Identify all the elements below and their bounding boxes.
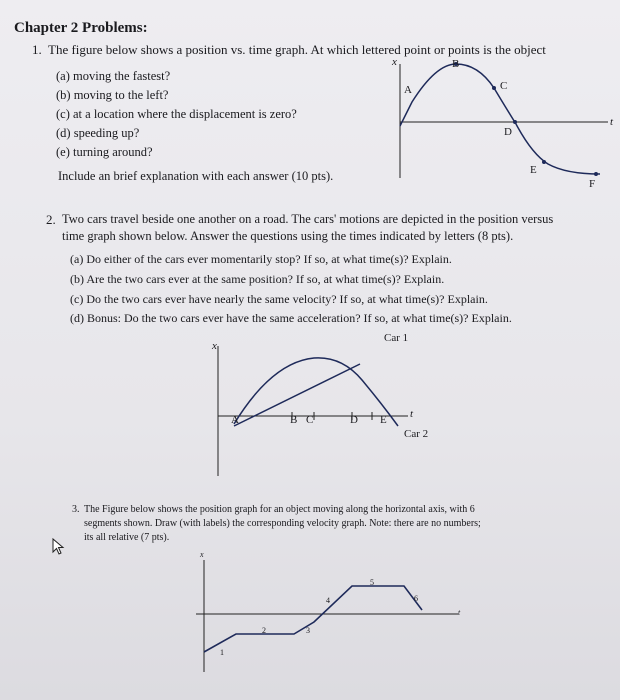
problem-2-line-1: Two cars travel beside one another on a road. The cars' motions are depicted in the position versus [62, 212, 554, 226]
graph-2-y-label: x [212, 340, 217, 352]
graph-1-label-c: C [500, 80, 508, 92]
graph-2-x-label: t [410, 408, 414, 420]
problem-2-number: 2. [46, 212, 56, 227]
problem-3-line-1: The Figure below shows the position graph for an object moving along the horizontal axis, with 6 [84, 504, 475, 515]
problem-2-item-c: (c) Do the two cars ever have nearly the same velocity? If so, at what time(s)? Explain. [70, 292, 488, 306]
graph-3-position-curve [204, 586, 422, 652]
graph-1-label-a: A [404, 84, 412, 96]
graph-2-car-2-label: Car 2 [404, 428, 429, 440]
graph-3-segment-6: 6 [414, 594, 418, 603]
graph-3-segment-5: 5 [370, 578, 374, 587]
graph-2-label-e: E [380, 414, 387, 426]
problem-1-note: Include an brief explanation with each answer (10 pts). [58, 169, 334, 183]
problem-1-item-d: (d) speeding up? [56, 126, 140, 140]
graph-1-label-d: D [504, 126, 512, 138]
graph-3-segment-1: 1 [220, 648, 224, 657]
graph-2-label-c: C [306, 414, 314, 426]
problem-1-item-c: (c) at a location where the displacement is zero? [56, 107, 297, 121]
graph-1-x-label: t [610, 116, 614, 128]
graph-2-label-a: A [231, 414, 239, 426]
graph-1-point-f [594, 172, 598, 176]
problem-1-text: The figure below shows a position vs. time graph. At which lettered point or points is the object [48, 42, 546, 57]
chapter-title: Chapter 2 Problems: [14, 20, 148, 36]
graph-2-label-d: D [350, 414, 358, 426]
problem-3-number: 3. [72, 504, 80, 515]
problem-3-line-2: segments shown. Draw (with labels) the corresponding velocity graph. Note: there are no numbers; [84, 518, 481, 529]
graph-3-segment-4: 4 [326, 596, 330, 605]
problem-1-number: 1. [32, 42, 42, 57]
graph-3-y-label: x [200, 550, 204, 559]
graph-2-car-1-label: Car 1 [384, 332, 409, 344]
graph-1-label-f: F [589, 178, 596, 190]
graph-1-label-b: B [452, 58, 460, 70]
problem-3-line-3: its all relative (7 pts). [84, 532, 170, 543]
graph-1-point-c [492, 86, 496, 90]
graph-1-point-e [542, 160, 546, 164]
graph-1-label-e: E [530, 164, 537, 176]
problem-2-item-a: (a) Do either of the cars ever momentarily stop? If so, at what time(s)? Explain. [70, 252, 452, 266]
problem-2-item-b: (b) Are the two cars ever at the same position? If so, at what time(s)? Explain. [70, 272, 445, 286]
graph-1-y-label: x [392, 56, 397, 68]
graph-3-segment-2: 2 [262, 626, 266, 635]
problem-1-item-a: (a) moving the fastest? [56, 69, 171, 83]
problem-3-graph [196, 556, 466, 676]
graph-2-label-b: B [290, 414, 298, 426]
graph-1-point-d [513, 120, 517, 124]
problem-2-line-2: time graph shown below. Answer the questions using the times indicated by letters (8 pts). [62, 229, 514, 243]
mouse-cursor-icon [52, 538, 66, 556]
graph-3-x-label: t [458, 608, 461, 617]
problem-1-item-e: (e) turning around? [56, 145, 153, 159]
problem-2-graph [212, 342, 422, 482]
problem-2-item-d: (d) Bonus: Do the two cars ever have the same acceleration? If so, at what time(s)? Explain. [70, 311, 512, 325]
problem-1-item-b: (b) moving to the left? [56, 88, 169, 102]
graph-3-segment-3: 3 [306, 626, 310, 635]
